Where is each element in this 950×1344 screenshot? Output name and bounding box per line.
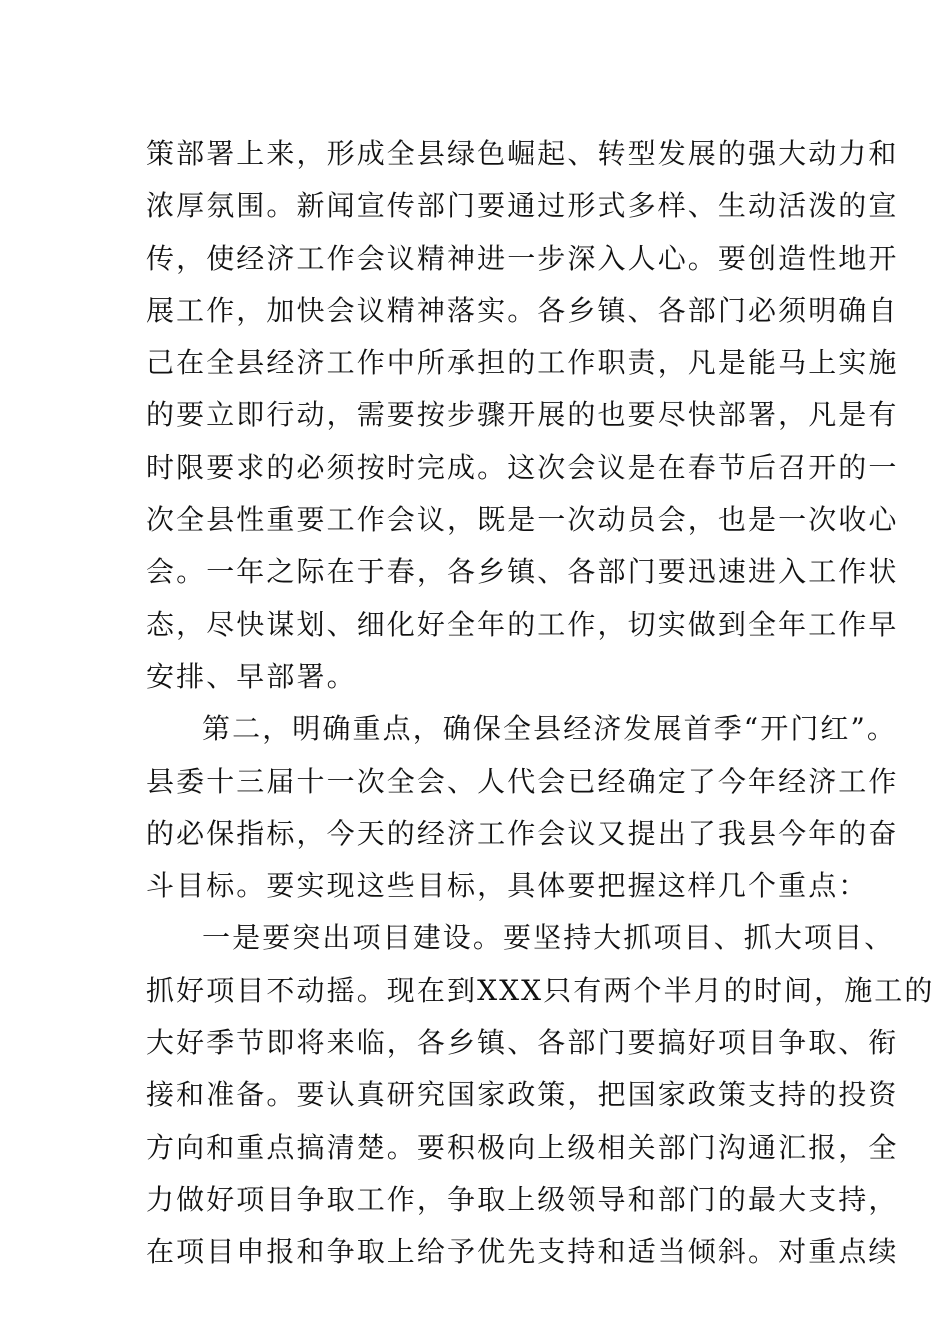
text-line: 接和准备。要认真研究国家政策，把国家政策支持的投资 <box>146 1078 899 1112</box>
text-line: 传，使经济工作会议精神进一步深入人心。要创造性地开 <box>146 241 899 275</box>
text-line: 的要立即行动，需要按步骤开展的也要尽快部署，凡是有 <box>146 398 899 432</box>
text-line: 斗目标。要实现这些目标，具体要把握这样几个重点： <box>146 869 869 903</box>
text-line: 态，尽快谋划、细化好全年的工作，切实做到全年工作早 <box>146 607 899 641</box>
text-line: 会。一年之际在于春，各乡镇、各部门要迅速进入工作状 <box>146 555 899 589</box>
text-line: 次全县性重要工作会议，既是一次动员会，也是一次收心 <box>146 503 899 537</box>
text-line: 安排、早部署。 <box>146 659 357 693</box>
body-text <box>146 128 935 1279</box>
text-line: 策部署上来，形成全县绿色崛起、转型发展的强大动力和 <box>146 137 899 170</box>
text-line: 在项目申报和争取上给予优先支持和适当倾斜。对重点续 <box>146 1235 899 1269</box>
text-line: 展工作，加快会议精神落实。各乡镇、各部门必须明确自 <box>146 293 899 327</box>
text-line: 的必保指标，今天的经济工作会议又提出了我县今年的奋 <box>146 816 899 850</box>
paragraph-start-line: 一是要突出项目建设。要坚持大抓项目、抓大项目、 <box>202 921 895 955</box>
text-line: 时限要求的必须按时完成。这次会议是在春节后召开的一 <box>146 450 899 484</box>
text-line: 抓好项目不动摇。现在到XXX只有两个半月的时间，施工的 <box>146 973 935 1007</box>
paragraph-heading: 第二，明确重点，确保全县经济发展首季“开门红”。 <box>202 712 898 746</box>
text-line: 己在全县经济工作中所承担的工作职责，凡是能马上实施 <box>146 346 899 380</box>
text-line: 大好季节即将来临，各乡镇、各部门要搞好项目争取、衔 <box>146 1026 899 1060</box>
text-line: 县委十三届十一次全会、人代会已经确定了今年经济工作 <box>146 764 899 798</box>
text-line: 浓厚氛围。新闻宣传部门要通过形式多样、生动活泼的宣 <box>146 189 899 223</box>
text-line: 方向和重点搞清楚。要积极向上级相关部门沟通汇报，全 <box>146 1130 899 1164</box>
text-line: 力做好项目争取工作，争取上级领导和部门的最大支持， <box>146 1182 899 1216</box>
